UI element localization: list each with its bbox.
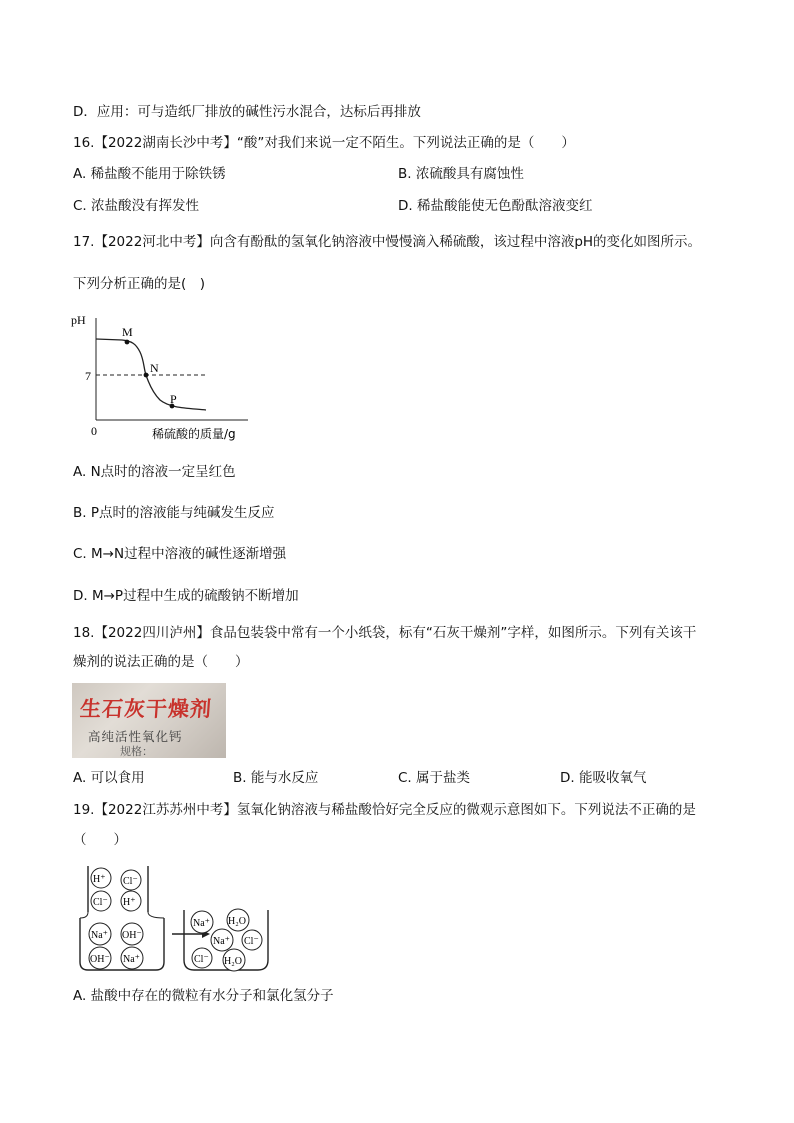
q18-option-d: D. 能吸收氧气 bbox=[560, 770, 647, 786]
q15-option-d: D．应用：可与造纸厂排放的碱性污水混合，达标后再排放 bbox=[73, 104, 421, 120]
ion-label: Cl⁻ bbox=[194, 954, 209, 965]
photo-subtitle: 高纯活性氧化钙 bbox=[88, 729, 183, 744]
top-ions bbox=[91, 868, 141, 911]
inner-walls bbox=[80, 912, 164, 918]
ion-label: OH⁻ bbox=[122, 930, 142, 941]
q16-option-c: C. 浓盐酸没有挥发性 bbox=[73, 198, 200, 214]
point-m-label: M bbox=[122, 325, 133, 339]
q17-option-c: C. M→N过程中溶液的碱性逐渐增强 bbox=[73, 546, 287, 562]
q16-stem: 16.【2022湖南长沙中考】“酸”对我们来说一定不陌生。下列说法正确的是（ ） bbox=[73, 135, 575, 151]
q17-option-d: D. M→P过程中生成的硫酸钠不断增加 bbox=[73, 588, 299, 604]
desiccant-bag-photo bbox=[72, 683, 226, 758]
ion-label: H⁺ bbox=[93, 874, 106, 885]
ion-label: Cl⁻ bbox=[244, 936, 259, 947]
origin-label: 0 bbox=[91, 424, 97, 438]
ion-label: H₂O bbox=[224, 956, 242, 967]
y-axis-label: pH bbox=[71, 313, 86, 327]
q16-option-b: B. 浓硫酸具有腐蚀性 bbox=[398, 166, 524, 182]
ion-label: Na⁺ bbox=[123, 954, 140, 965]
y-tick-7: 7 bbox=[85, 369, 91, 383]
ion-label: Na⁺ bbox=[213, 936, 230, 947]
ion-label: H⁺ bbox=[123, 897, 136, 908]
q18-option-b: B. 能与水反应 bbox=[233, 770, 319, 786]
ph-curve-graph bbox=[66, 308, 256, 443]
ion-label: H₂O bbox=[228, 916, 246, 927]
bottom-ions bbox=[89, 923, 143, 969]
x-axis-label: 稀硫酸的质量/g bbox=[152, 427, 236, 441]
ion-label: Cl⁻ bbox=[93, 897, 108, 908]
q17-option-b: B. P点时的溶液能与纯碱发生反应 bbox=[73, 505, 275, 521]
q18-stem-line2: 燥剂的说法正确的是（ ） bbox=[73, 654, 249, 670]
q19-stem-line2: （ ） bbox=[73, 832, 127, 848]
q19-stem-line1: 19.【2022江苏苏州中考】氢氧化钠溶液与稀盐酸恰好完全反应的微观示意图如下。下列说法不正确的是 bbox=[73, 802, 696, 818]
q18-option-a: A. 可以食用 bbox=[73, 770, 145, 786]
point-n-label: N bbox=[150, 361, 159, 375]
photo-spec: 规格： bbox=[120, 745, 153, 758]
ion-label: Na⁺ bbox=[193, 918, 210, 929]
reaction-diagram bbox=[76, 864, 276, 976]
q19-option-a: A. 盐酸中存在的微粒有水分子和氯化氢分子 bbox=[73, 988, 334, 1004]
ion-label: OH⁻ bbox=[90, 954, 110, 965]
ion-label: Na⁺ bbox=[91, 930, 108, 941]
point-m bbox=[125, 340, 130, 345]
product-particles bbox=[191, 909, 262, 971]
q16-option-a: A. 稀盐酸不能用于除铁锈 bbox=[73, 166, 226, 182]
point-p-label: P bbox=[170, 392, 177, 406]
q16-option-d: D. 稀盐酸能使无色酚酞溶液变红 bbox=[398, 198, 593, 214]
q18-stem-line1: 18.【2022四川泸州】食品包装袋中常有一个小纸袋，标有“石灰干燥剂”字样，如图所示。下列有关该干 bbox=[73, 625, 697, 641]
q17-stem-line2: 下列分析正确的是( ) bbox=[73, 276, 206, 292]
photo-title: 生石灰干燥剂 bbox=[79, 696, 213, 721]
q18-option-c: C. 属于盐类 bbox=[398, 770, 471, 786]
q17-stem-line1: 17.【2022河北中考】向含有酚酞的氢氧化钠溶液中慢慢滴入稀硫酸，该过程中溶液pH的变化如图所示。 bbox=[73, 234, 702, 250]
point-n bbox=[144, 373, 149, 378]
q17-option-a: A. N点时的溶液一定呈红色 bbox=[73, 464, 236, 480]
ion-label: Cl⁻ bbox=[123, 876, 138, 887]
